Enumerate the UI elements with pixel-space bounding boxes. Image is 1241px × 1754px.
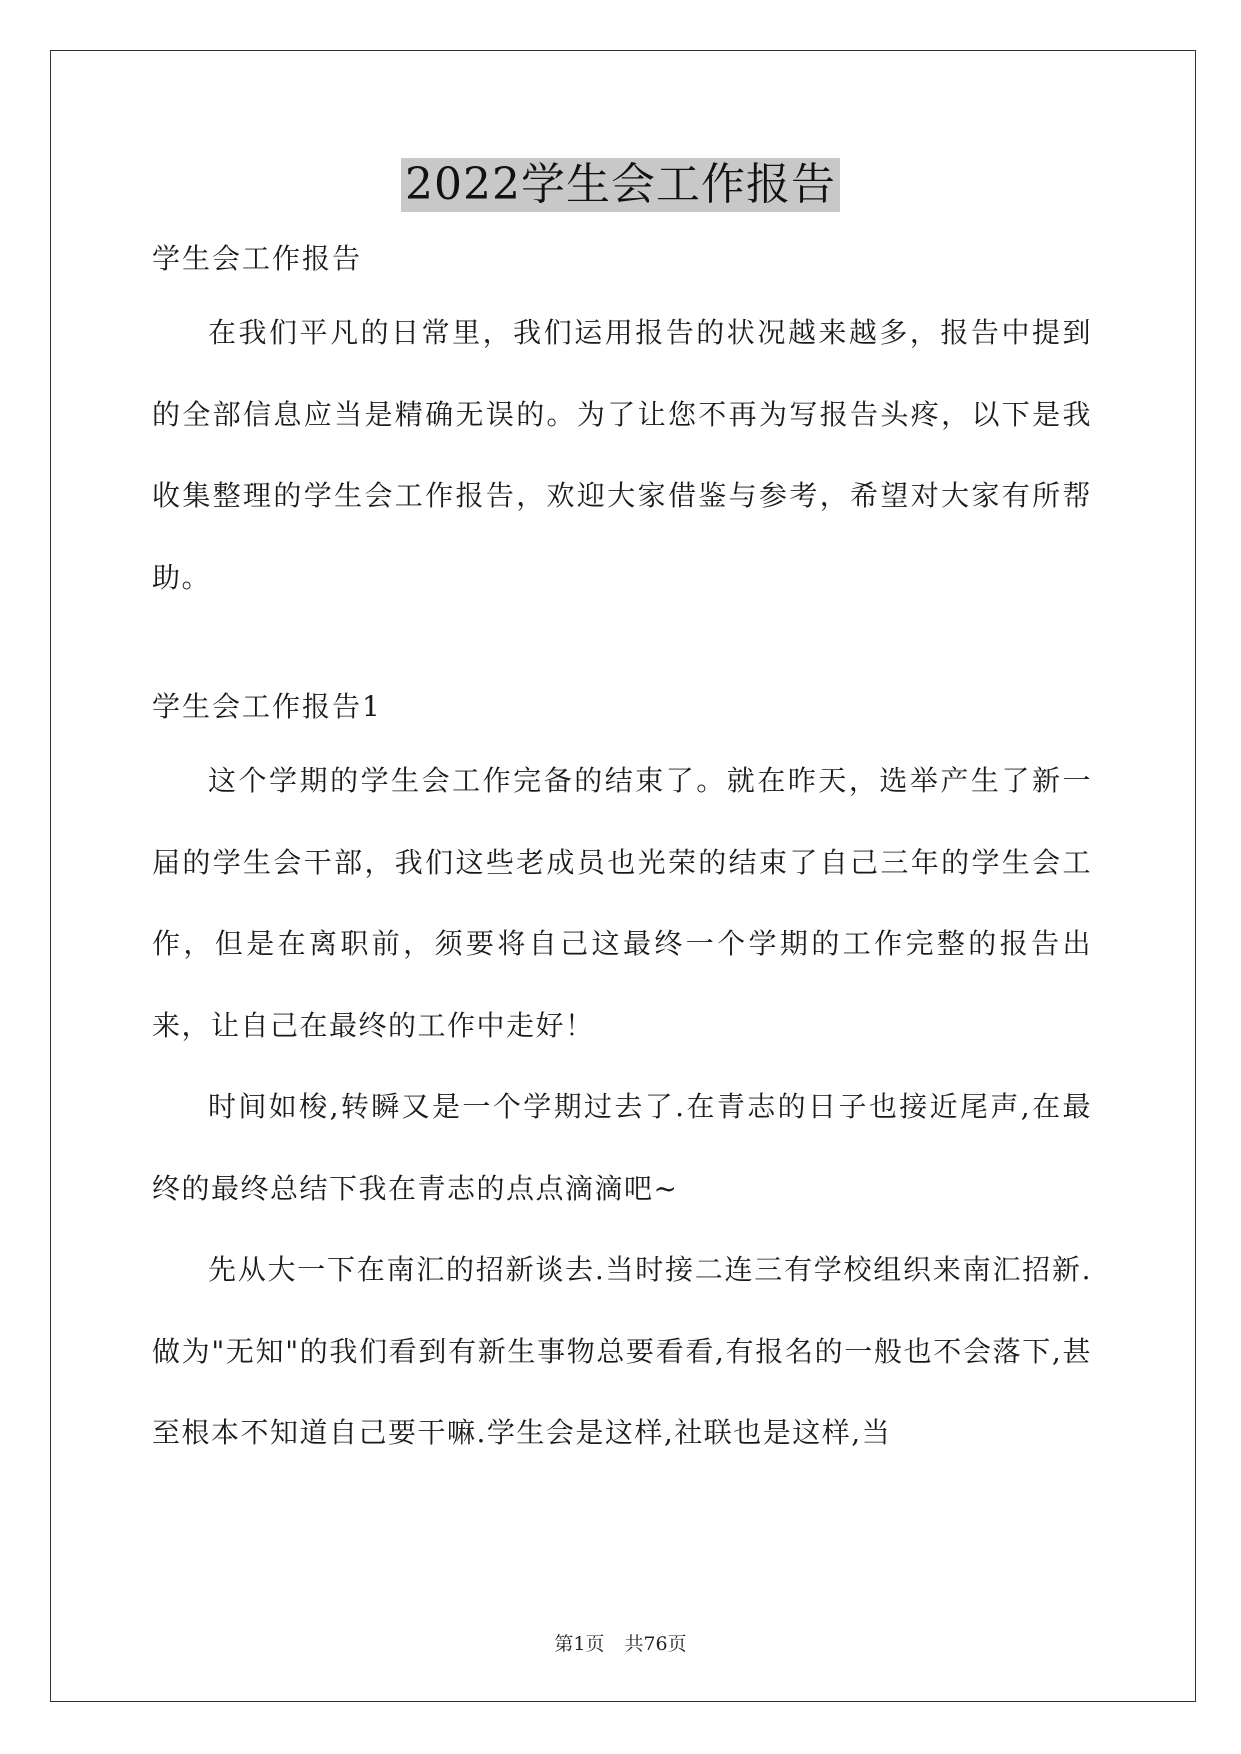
page-number: 第1页 — [554, 1633, 605, 1655]
page-total: 共76页 — [624, 1633, 687, 1655]
section1-body — [152, 740, 1092, 1474]
section1-paragraph: 这个学期的学生会工作完备的结束了。就在昨天，选举产生了新一届的学生会干部，我们这些老成员也光荣的结束了自己三年的学生会工作，但是在离职前，须要将自己这最终一个学期的工作完整的报告出来，让自己在最终的工作中走好！ — [152, 764, 1092, 1042]
section1-paragraph: 时间如梭,转瞬又是一个学期过去了.在青志的日子也接近尾声,在最终的最终总结下我在青志的点点滴滴吧~ — [152, 1090, 1092, 1205]
page-footer — [0, 1632, 1241, 1656]
intro-paragraph-block — [152, 292, 1092, 618]
document-title-text: 2022学生会工作报告 — [401, 158, 840, 212]
section1-heading-block — [152, 687, 1092, 727]
section1-heading: 学生会工作报告1 — [152, 690, 382, 723]
intro-heading-block — [152, 239, 1092, 279]
intro-heading: 学生会工作报告 — [152, 242, 363, 275]
section1-paragraph: 先从大一下在南汇的招新谈去.当时接二连三有学校组织来南汇招新.做为"无知"的我们看到有新生事物总要看看,有报名的一般也不会落下,甚至根本不知道自己要干嘛.学生会是这样,社联也是这样,当 — [152, 1253, 1092, 1449]
document-title — [0, 158, 1241, 215]
intro-paragraph: 在我们平凡的日常里，我们运用报告的状况越来越多，报告中提到的全部信息应当是精确无误的。为了让您不再为写报告头疼，以下是我收集整理的学生会工作报告，欢迎大家借鉴与参考，希望对大家有所帮助。 — [152, 316, 1092, 594]
